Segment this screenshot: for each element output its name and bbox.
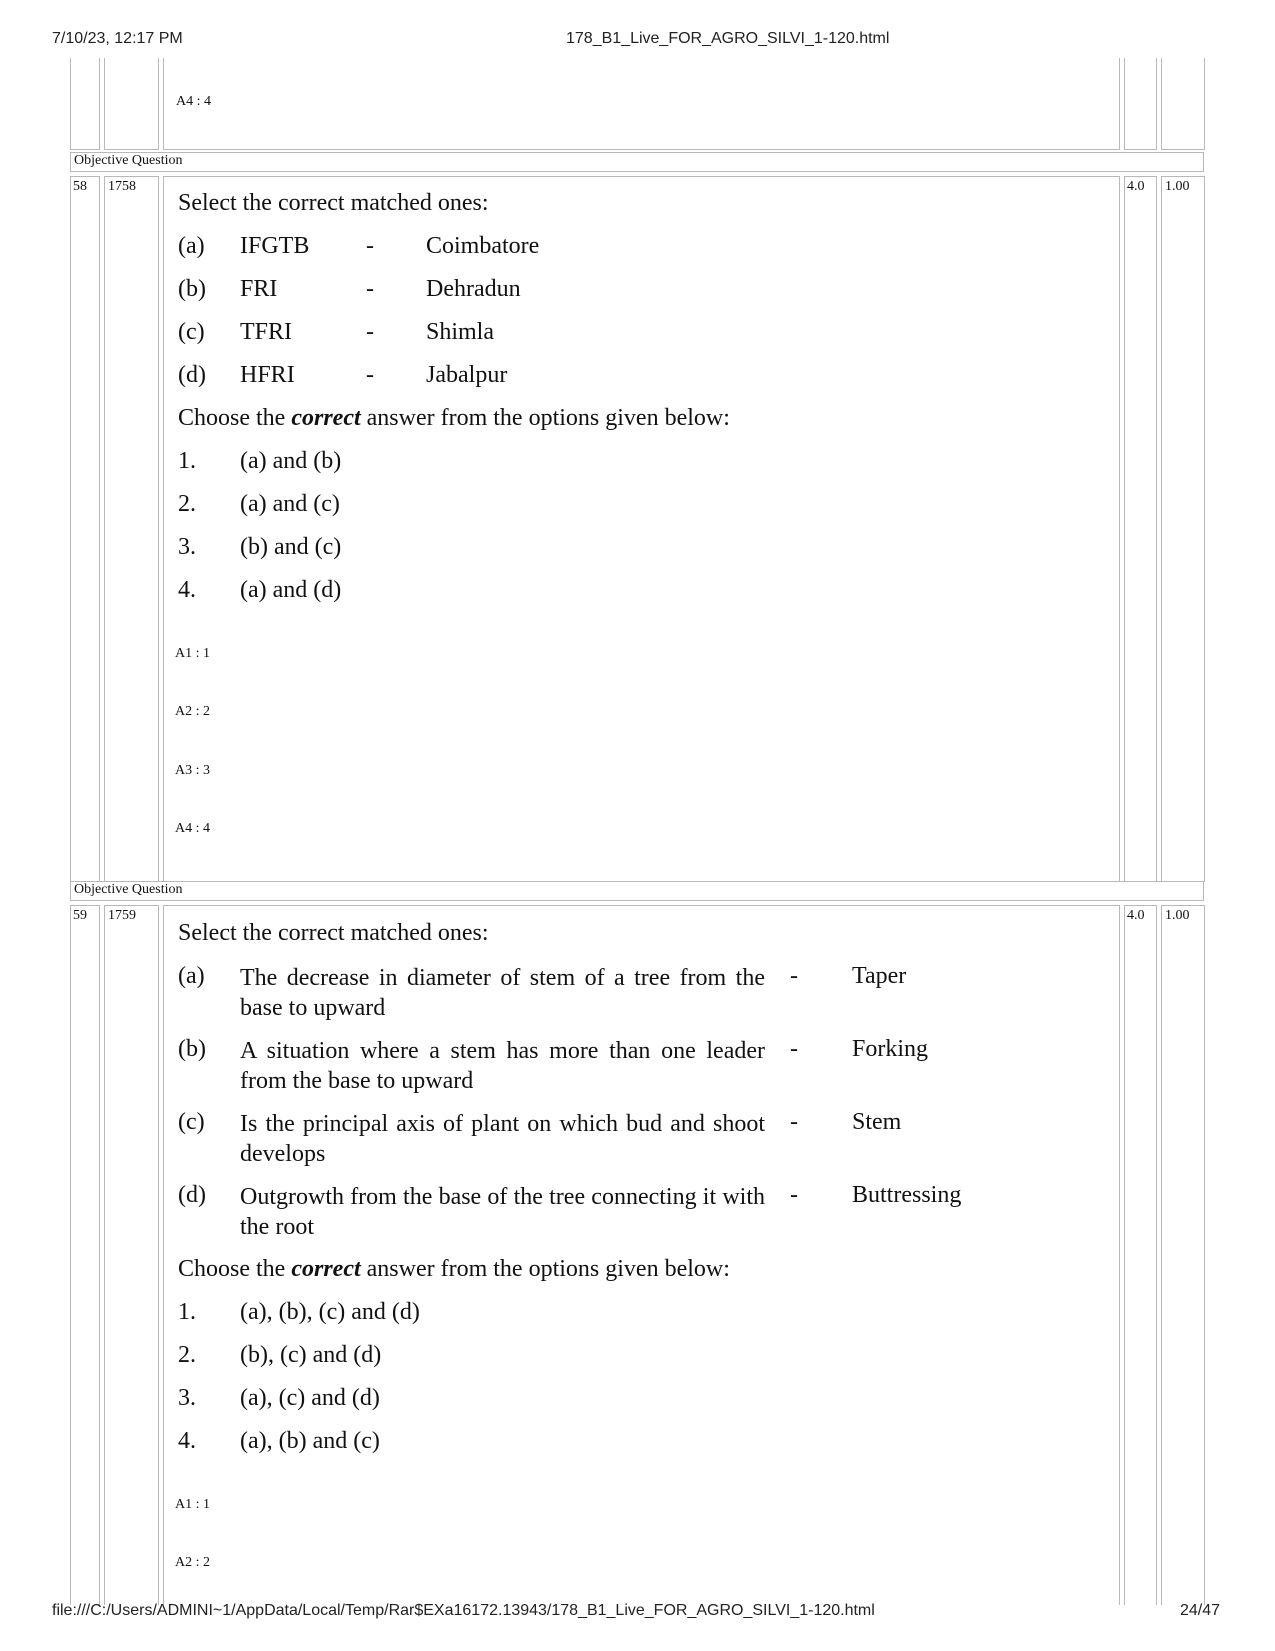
q59-pair-right: Taper xyxy=(852,963,907,989)
q58-option-text: (a) and (d) xyxy=(240,577,342,603)
q58-option-number: 4. xyxy=(178,577,196,603)
q58-pair-right: Dehradun xyxy=(426,276,521,302)
q59-id-cell xyxy=(104,905,159,1605)
q58-pair-left: TFRI xyxy=(240,319,293,345)
q59-num-cell xyxy=(70,905,100,1605)
q59-option-text: (a), (b) and (c) xyxy=(240,1428,380,1454)
print-datetime: 7/10/23, 12:17 PM xyxy=(52,30,183,47)
q59-option-text: (a), (c) and (d) xyxy=(240,1385,380,1411)
q58-option-text: (a) and (c) xyxy=(240,491,340,517)
q58-pair-dash: - xyxy=(366,362,374,388)
q59-pair-label: (a) xyxy=(178,963,205,989)
q58-answer-3: A3 : 3 xyxy=(175,763,210,778)
print-filename: 178_B1_Live_FOR_AGRO_SILVI_1-120.html xyxy=(566,30,890,47)
q58-pair-dash: - xyxy=(366,319,374,345)
q58-answer-4: A4 : 4 xyxy=(175,821,210,836)
q59-option-number: 4. xyxy=(178,1428,196,1454)
q59-pair-dash: - xyxy=(790,1036,798,1062)
q58-id: 1758 xyxy=(108,179,136,194)
q58-pair-right: Coimbatore xyxy=(426,233,540,259)
q59-neg-cell xyxy=(1161,905,1205,1605)
q59-option-number: 3. xyxy=(178,1385,196,1411)
q58-num-cell xyxy=(70,176,100,882)
q59-marks: 4.0 xyxy=(1127,908,1145,923)
q59-pair-dash: - xyxy=(790,1109,798,1135)
q59-type-label: Objective Question xyxy=(74,882,183,897)
q58-pair-dash: - xyxy=(366,276,374,302)
q58-pair-label: (c) xyxy=(178,319,205,345)
q59-pair-left: Is the principal axis of plant on which bud and shoot develops xyxy=(240,1111,765,1167)
q59-answer-2: A2 : 2 xyxy=(175,1555,210,1570)
q58-choose-instruction: Choose the correct answer from the options given below: xyxy=(178,405,730,431)
q58-choose-emphasis: correct xyxy=(291,405,361,431)
q58-negative-marks: 1.00 xyxy=(1165,179,1190,194)
q59-option-text: (a), (b), (c) and (d) xyxy=(240,1299,420,1325)
q58-type-band xyxy=(70,152,1204,172)
print-file-path: file:///C:/Users/ADMINI~1/AppData/Local/Temp/Rar$EXa16172.13943/178_B1_Live_FOR_AGRO_SILVI_1-120.html xyxy=(52,1602,875,1619)
q58-option-number: 2. xyxy=(178,491,196,517)
q59-pair-left: Outgrowth from the base of the tree connecting it with the root xyxy=(240,1184,765,1240)
q58-option-number: 1. xyxy=(178,448,196,474)
prev-num-cell xyxy=(70,58,100,150)
q58-pair-left: FRI xyxy=(240,276,278,302)
q59-option-text: (b), (c) and (d) xyxy=(240,1342,382,1368)
q58-pair-right: Shimla xyxy=(426,319,495,345)
q58-id-cell xyxy=(104,176,159,882)
q59-marks-cell xyxy=(1124,905,1157,1605)
q58-option-text: (b) and (c) xyxy=(240,534,342,560)
q59-choose-instruction: Choose the correct answer from the options given below: xyxy=(178,1256,730,1282)
prev-body-cell xyxy=(163,58,1120,150)
q58-pair-label: (d) xyxy=(178,362,206,388)
q58-body-cell xyxy=(163,176,1120,882)
q59-pair-dash: - xyxy=(790,963,798,989)
q58-marks-cell xyxy=(1124,176,1157,882)
prev-answer-4: A4 : 4 xyxy=(176,94,211,109)
q58-option-number: 3. xyxy=(178,534,196,560)
q59-pair-label: (c) xyxy=(178,1109,205,1135)
q59-pair-left: A situation where a stem has more than one leader from the base to upward xyxy=(240,1038,765,1094)
q59-pair-right: Stem xyxy=(852,1109,902,1135)
prev-neg-cell xyxy=(1161,58,1205,150)
q58-pair-right: Jabalpur xyxy=(426,362,508,388)
prev-id-cell xyxy=(104,58,159,150)
q59-stem: Select the correct matched ones: xyxy=(178,920,489,946)
q58-pair-label: (b) xyxy=(178,276,206,302)
q58-option-text: (a) and (b) xyxy=(240,448,342,474)
q59-pair-label: (d) xyxy=(178,1182,206,1208)
q58-pair-left: IFGTB xyxy=(240,233,310,259)
q58-stem: Select the correct matched ones: xyxy=(178,190,489,216)
q58-answer-1: A1 : 1 xyxy=(175,646,210,661)
q59-number: 59 xyxy=(73,908,87,923)
q59-option-number: 1. xyxy=(178,1299,196,1325)
q58-marks: 4.0 xyxy=(1127,179,1145,194)
q59-id: 1759 xyxy=(108,908,136,923)
q59-answer-1: A1 : 1 xyxy=(175,1497,210,1512)
q59-pair-left: The decrease in diameter of stem of a tree from the base to upward xyxy=(240,965,765,1021)
prev-marks-cell xyxy=(1124,58,1157,150)
q59-pair-right: Forking xyxy=(852,1036,929,1062)
q59-choose-emphasis: correct xyxy=(291,1256,361,1282)
q58-neg-cell xyxy=(1161,176,1205,882)
q58-pair-dash: - xyxy=(366,233,374,259)
q59-pair-label: (b) xyxy=(178,1036,206,1062)
q58-pair-label: (a) xyxy=(178,233,205,259)
q58-number: 58 xyxy=(73,179,87,194)
q59-negative-marks: 1.00 xyxy=(1165,908,1190,923)
q59-pair-dash: - xyxy=(790,1182,798,1208)
q58-pair-left: HFRI xyxy=(240,362,295,388)
q59-pair-right: Buttressing xyxy=(852,1182,962,1208)
q59-type-band xyxy=(70,881,1204,901)
q59-option-number: 2. xyxy=(178,1342,196,1368)
print-page-number: 24/47 xyxy=(1180,1602,1221,1619)
q58-type-label: Objective Question xyxy=(74,153,183,168)
q58-answer-2: A2 : 2 xyxy=(175,704,210,719)
